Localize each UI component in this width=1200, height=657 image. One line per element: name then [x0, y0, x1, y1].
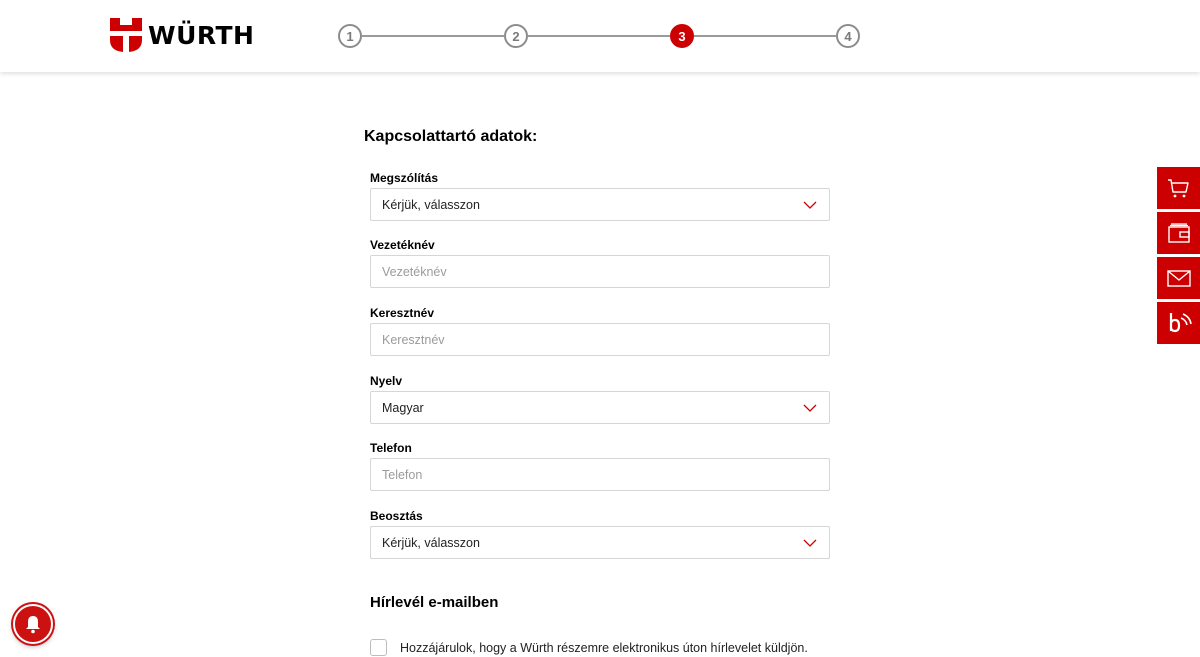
wallet-icon — [1166, 220, 1192, 246]
chevron-down-icon — [803, 401, 817, 415]
salutation-value: Kérjük, válasszon — [382, 198, 480, 212]
contact-data-title: Kapcsolattartó adatok: — [364, 128, 538, 145]
position-value: Kérjük, válasszon — [382, 536, 480, 550]
brand-name: WÜRTH — [148, 20, 255, 50]
salutation-select[interactable] — [370, 188, 830, 221]
wurth-logo-icon — [110, 18, 142, 52]
step-2[interactable]: 2 — [504, 24, 528, 48]
side-tab-blog[interactable] — [1157, 302, 1200, 344]
chevron-down-icon — [803, 536, 817, 550]
step-3: 3 — [670, 24, 694, 48]
side-tabs — [1157, 167, 1200, 347]
notification-button[interactable] — [13, 604, 53, 644]
phone-placeholder: Telefon — [382, 468, 423, 482]
newsletter-consent-checkbox[interactable] — [370, 639, 387, 656]
last-name-input[interactable] — [370, 255, 830, 288]
first-name-placeholder: Keresztnév — [382, 333, 445, 347]
language-select[interactable] — [370, 391, 830, 424]
position-label: Beosztás — [370, 509, 423, 523]
newsletter-title: Hírlevél e-mailben — [370, 594, 499, 611]
last-name-label: Vezetéknév — [370, 238, 435, 252]
cart-icon — [1166, 175, 1192, 201]
step-connector — [362, 35, 504, 37]
chevron-down-icon — [803, 198, 817, 212]
wurth-logo[interactable] — [110, 18, 254, 52]
step-connector — [528, 35, 670, 37]
side-tab-mail[interactable] — [1157, 257, 1200, 299]
step-4: 4 — [836, 24, 860, 48]
checkout-stepper — [338, 24, 862, 48]
mail-icon — [1166, 265, 1192, 291]
phone-label: Telefon — [370, 441, 412, 455]
step-1[interactable]: 1 — [338, 24, 362, 48]
blog-icon — [1166, 310, 1192, 336]
first-name-input[interactable] — [370, 323, 830, 356]
language-value: Magyar — [382, 401, 424, 415]
language-label: Nyelv — [370, 374, 403, 388]
header — [0, 0, 1200, 72]
side-tab-wallet[interactable] — [1157, 212, 1200, 254]
side-tab-cart[interactable] — [1157, 167, 1200, 209]
step-connector — [694, 35, 836, 37]
last-name-placeholder: Vezetéknév — [382, 265, 447, 279]
bell-icon — [23, 614, 43, 634]
salutation-label: Megszólítás — [370, 171, 439, 185]
phone-input[interactable] — [370, 458, 830, 491]
newsletter-consent-label[interactable]: Hozzájárulok, hogy a Würth részemre elektronikus úton hírlevelet küldjön. — [400, 641, 808, 655]
position-select[interactable] — [370, 526, 830, 559]
first-name-label: Keresztnév — [370, 306, 435, 320]
